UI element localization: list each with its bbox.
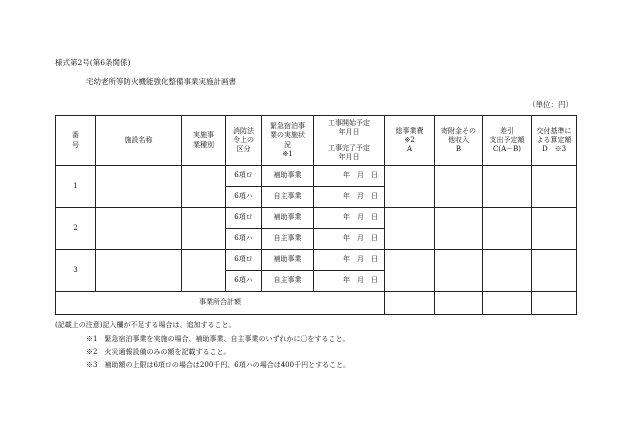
- header-grant: 交付基準に よる算定額 D ※3: [532, 116, 577, 166]
- law-category: 6項ロ: [226, 250, 262, 271]
- date-field[interactable]: 年 月 日: [314, 229, 385, 250]
- table-row: [56, 166, 577, 187]
- header-law: 消防法 令上の 区分: [226, 116, 262, 166]
- grant-amount-cell[interactable]: [532, 166, 577, 208]
- status-option[interactable]: 補助事業: [262, 250, 314, 271]
- table-row: [56, 208, 577, 229]
- row-number: 3: [56, 250, 96, 292]
- total-cost-cell[interactable]: [385, 166, 435, 208]
- note-general: (記載上の注意)記入欄が不足する場合は、追加すること。: [55, 321, 236, 329]
- date-field[interactable]: 年 月 日: [314, 250, 385, 271]
- total-cost-cell[interactable]: [385, 250, 435, 292]
- donation-cell[interactable]: [435, 250, 483, 292]
- status-option[interactable]: 補助事業: [262, 208, 314, 229]
- net-expense-cell[interactable]: [483, 166, 532, 208]
- plan-table: [55, 115, 577, 315]
- law-category: 6項ハ: [226, 271, 262, 292]
- note-3: ※3 補助額の上限は6項ロの場合は200千円、6項ハの場合は400千円とすること。: [86, 361, 351, 369]
- header-total: 総事業費 ※2 A: [385, 116, 435, 166]
- facility-name-cell[interactable]: [96, 250, 182, 292]
- law-category: 6項ロ: [226, 208, 262, 229]
- facility-name-cell[interactable]: [96, 208, 182, 250]
- header-facility: 施設名称: [96, 116, 182, 166]
- status-option[interactable]: 自主事業: [262, 229, 314, 250]
- header-row: [56, 116, 577, 166]
- donation-cell[interactable]: [435, 208, 483, 250]
- note-1: ※1 緊急宿泊事業を実施の場合、補助事業、自主事業のいずれかに〇をすること。: [86, 335, 350, 343]
- header-status: 緊急宿泊事 業の実施状 況 ※1: [262, 116, 314, 166]
- grant-amount-cell[interactable]: [532, 250, 577, 292]
- status-option[interactable]: 自主事業: [262, 271, 314, 292]
- net-sum-cell[interactable]: [483, 292, 532, 315]
- net-expense-cell[interactable]: [483, 208, 532, 250]
- status-option[interactable]: 自主事業: [262, 187, 314, 208]
- form-label: 様式第2号(第6条関係): [55, 58, 131, 67]
- document-title: 宅幼老所等防火機能強化整備事業実施計画書: [86, 77, 236, 86]
- table-row: [56, 250, 577, 271]
- note-2: ※2 火災通報設備のみの額を記載すること。: [86, 348, 231, 356]
- facility-name-cell[interactable]: [96, 166, 182, 208]
- header-dates: 工事開始予定 年月日 工事完了予定 年月日: [314, 116, 385, 166]
- date-field[interactable]: 年 月 日: [314, 166, 385, 187]
- header-type: 実施事 業種別: [182, 116, 226, 166]
- business-type-cell[interactable]: [182, 208, 226, 250]
- header-net: 差引 支出予定額 C(A－B): [483, 116, 532, 166]
- total-sum-cell[interactable]: [385, 292, 435, 315]
- header-donation: 寄附金その 他収入 B: [435, 116, 483, 166]
- grant-sum-cell[interactable]: [532, 292, 577, 315]
- donation-sum-cell[interactable]: [435, 292, 483, 315]
- row-number: 2: [56, 208, 96, 250]
- total-cost-cell[interactable]: [385, 208, 435, 250]
- date-field[interactable]: 年 月 日: [314, 271, 385, 292]
- header-no: 番 号: [56, 116, 96, 166]
- law-category: 6項ロ: [226, 166, 262, 187]
- row-number: 1: [56, 166, 96, 208]
- date-field[interactable]: 年 月 日: [314, 208, 385, 229]
- grant-amount-cell[interactable]: [532, 208, 577, 250]
- status-option[interactable]: 補助事業: [262, 166, 314, 187]
- total-row: [56, 292, 577, 315]
- business-type-cell[interactable]: [182, 166, 226, 208]
- date-field[interactable]: 年 月 日: [314, 187, 385, 208]
- net-expense-cell[interactable]: [483, 250, 532, 292]
- unit-note: （単位：円）: [528, 100, 573, 109]
- law-category: 6項ハ: [226, 187, 262, 208]
- business-type-cell[interactable]: [182, 250, 226, 292]
- law-category: 6項ハ: [226, 229, 262, 250]
- total-row-label: 事業所合計額: [56, 292, 385, 315]
- donation-cell[interactable]: [435, 166, 483, 208]
